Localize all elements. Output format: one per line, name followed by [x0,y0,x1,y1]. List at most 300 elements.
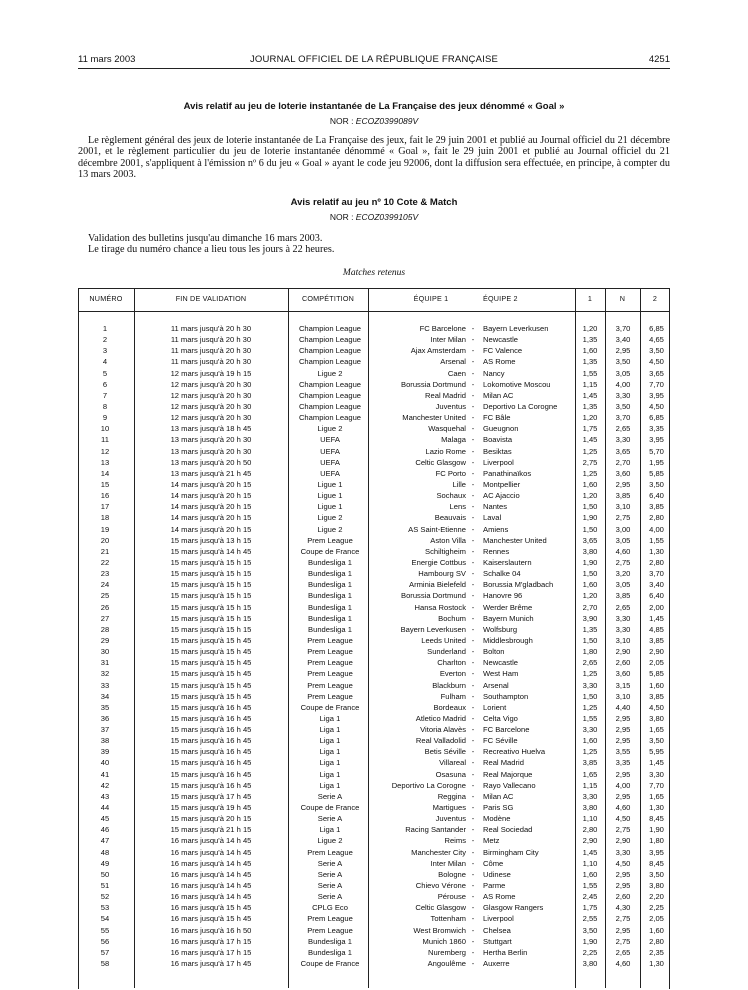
odd-1: 2,25 [582,947,598,957]
table-row [78,813,670,824]
odd-1: 1,55 [582,368,598,378]
match-separator: - [471,903,475,913]
validation-end: 12 mars jusqu'à 20 h 30 [170,379,252,389]
table-row [78,613,670,624]
validation-end: 16 mars jusqu'à 14 h 45 [170,881,252,891]
validation-end: 15 mars jusqu'à 15 h 15 [170,557,252,567]
table-row [78,835,670,846]
odd-n: 3,05 [615,580,631,590]
competition: Serie A [317,892,343,902]
team-1: Arsenal [440,357,466,367]
match-number: 50 [100,869,110,879]
team-1: Nuremberg [428,947,466,957]
odd-n: 3,05 [615,368,631,378]
validation-end: 15 mars jusqu'à 15 h 15 [170,613,252,623]
team-2: Modène [483,814,511,824]
odd-1: 2,45 [582,892,598,902]
validation-end: 15 mars jusqu'à 16 h 45 [170,780,252,790]
match-number: 2 [102,335,108,345]
odd-n: 4,60 [615,803,631,813]
team-2: Bolton [483,647,505,657]
odd-2: 4,50 [649,357,664,367]
notice2-nor-label: NOR : [329,212,356,222]
odd-2: 3,40 [649,580,664,590]
competition: Prem League [307,925,353,935]
team-1: Celtic Glasgow [415,903,466,913]
match-number: 10 [100,424,110,434]
team-1: Bochum [438,613,466,623]
team-1: Lazio Rome [425,446,466,456]
team-1: Celtic Glasgow [415,457,466,467]
odd-1: 3,50 [582,925,598,935]
table-row [78,902,670,913]
team-1: Everton [439,669,466,679]
table-row [78,323,670,334]
team-2: Real Madrid [483,758,524,768]
match-separator: - [471,780,475,790]
odd-n: 4,60 [615,959,631,969]
competition: Liga 1 [319,780,341,790]
odd-2: 6,40 [649,491,664,501]
table-row [78,958,670,969]
table-row [78,546,670,557]
match-number: 39 [100,747,110,757]
team-1: Energie Cottbus [411,557,466,567]
validation-end: 12 mars jusqu'à 20 h 30 [170,390,252,400]
match-separator: - [471,647,475,657]
team-2: Amiens [483,524,509,534]
odd-2: 5,85 [649,468,664,478]
team-1: Reims [444,836,466,846]
team-2: Deportivo La Corogne [483,401,558,411]
odd-1: 1,65 [582,769,598,779]
validation-end: 15 mars jusqu'à 16 h 45 [170,747,252,757]
team-2: Stuttgart [483,936,512,946]
match-number: 8 [102,401,108,411]
table-row [78,858,670,869]
competition: Champion League [298,324,362,333]
odd-n: 2,60 [615,892,631,902]
team-1: Juventus [435,814,466,824]
table-row [78,936,670,947]
journal-title: JOURNAL OFFICIEL DE LA RÉPUBLIQUE FRANÇAISE [249,54,499,65]
validation-end: 15 mars jusqu'à 16 h 45 [170,736,252,746]
odd-n: 3,05 [615,535,631,545]
competition: Champion League [298,390,362,400]
match-number: 52 [100,892,110,902]
validation-end: 16 mars jusqu'à 14 h 45 [170,836,252,846]
team-2: Hertha Berlin [483,947,528,957]
odd-n: 3,70 [615,413,631,423]
odd-2: 2,00 [649,602,664,612]
validation-end: 15 mars jusqu'à 16 h 45 [170,713,252,723]
match-separator: - [471,825,475,835]
match-number: 25 [100,591,110,601]
competition: Champion League [298,346,362,356]
team-1: Munich 1860 [422,936,466,946]
team-1: Hambourg SV [418,569,466,579]
team-1: Bayern Leverkusen [400,624,466,634]
team-1: Juventus [435,401,466,411]
competition: Champion League [298,379,362,389]
match-number: 14 [100,468,110,478]
competition: UEFA [320,468,340,478]
match-separator: - [471,747,475,757]
header-oddN: N [619,294,626,303]
team-2: Liverpool [483,457,514,467]
validation-end: 15 mars jusqu'à 16 h 45 [170,758,252,768]
odd-n: 3,35 [615,758,631,768]
odd-1: 1,20 [582,324,598,333]
team-1: Inter Milan [430,858,466,868]
odd-n: 2,95 [615,925,631,935]
match-number: 17 [100,502,110,512]
match-separator: - [471,457,475,467]
match-separator: - [471,869,475,879]
table-row [78,891,670,902]
match-separator: - [471,468,475,478]
table-row [78,880,670,891]
match-separator: - [471,814,475,824]
table-row [78,746,670,757]
validation-end: 13 mars jusqu'à 20 h 50 [170,457,252,467]
competition: Champion League [298,401,362,411]
odd-1: 1,75 [582,424,598,434]
odd-n: 2,75 [615,513,631,523]
match-separator: - [471,914,475,924]
team-1: Charlton [437,658,466,668]
validation-end: 15 mars jusqu'à 15 h 45 [170,635,252,645]
odd-1: 1,45 [582,390,598,400]
table-row [78,579,670,590]
validation-end: 13 mars jusqu'à 20 h 30 [170,446,252,456]
table-row [78,780,670,791]
odd-2: 1,65 [649,791,664,801]
match-number: 48 [100,847,110,857]
odd-1: 1,90 [582,513,598,523]
header-date: 11 mars 2003 [78,54,136,65]
notice1-body: Le règlement général des jeux de loterie instantanée de La Française des jeux, fait le 29 juin 2001 et publié au Journal officiel du 21 décembre 2001, et le règlement particulier du jeu de loterie instantanée dénommé « Goal », fait le 29 juin 2001 et publié au Journal officiel du 21 décembre 2001, s'appliquent à l'émission nº 6 du jeu « Goal » ayant le code jeu 92006, dont la diffusion sera effectuée, en principe, à compter du 13 mars 2003. [78,135,670,181]
competition: Champion League [298,413,362,423]
competition: Serie A [317,869,343,879]
odd-1: 3,30 [582,791,598,801]
match-number: 27 [100,613,110,623]
odd-1: 1,50 [582,635,598,645]
match-separator: - [471,791,475,801]
match-separator: - [471,803,475,813]
odd-1: 1,75 [582,903,598,913]
team-2: Schalke 04 [483,569,521,579]
team-1: Osasuna [435,769,466,779]
team-2: Bayern Munich [483,613,534,623]
match-separator: - [471,702,475,712]
odd-2: 2,05 [649,914,664,924]
validation-end: 15 mars jusqu'à 19 h 45 [170,803,252,813]
competition: Ligue 2 [317,368,343,378]
match-number: 41 [100,769,110,779]
match-separator: - [471,379,475,389]
table-row [78,524,670,535]
match-separator: - [471,569,475,579]
odd-1: 1,35 [582,357,598,367]
odd-n: 2,75 [615,914,631,924]
team-1: Deportivo La Corogne [391,780,466,790]
header-competition: COMPÉTITION [301,294,355,303]
odd-n: 3,00 [615,524,631,534]
validation-end: 14 mars jusqu'à 20 h 15 [170,491,252,501]
odd-n: 3,40 [615,335,631,345]
match-number: 13 [100,457,110,467]
odd-n: 4,50 [615,858,631,868]
validation-end: 12 mars jusqu'à 19 h 15 [170,368,252,378]
team-1: Inter Milan [430,335,466,345]
competition: Bundesliga 1 [308,591,352,601]
match-separator: - [471,624,475,634]
odd-n: 4,60 [615,546,631,556]
validation-end: 16 mars jusqu'à 14 h 45 [170,869,252,879]
table-body [78,323,670,969]
odd-1: 1,35 [582,624,598,634]
odd-n: 2,95 [615,725,631,735]
odd-1: 3,30 [582,725,598,735]
odd-n: 2,95 [615,346,631,356]
competition: Bundesliga 1 [308,602,352,612]
competition: Bundesliga 1 [308,569,352,579]
competition: Coupe de France [300,702,360,712]
team-1: Bordeaux [433,702,466,712]
odd-1: 1,15 [582,379,598,389]
team-1: Vitoria Alavès [420,725,466,735]
validation-end: 14 mars jusqu'à 20 h 15 [170,513,252,523]
notice1-nor-code: ECOZ0399089V [355,116,419,126]
team-2: Celta Vigo [483,713,518,723]
match-number: 12 [100,446,110,456]
team-2: Werder Brême [483,602,533,612]
odd-1: 1,15 [582,780,598,790]
team-2: FC Valence [483,346,523,356]
odd-1: 1,10 [582,858,598,868]
table-row [78,802,670,813]
team-2: Newcastle [483,335,519,345]
odd-n: 2,60 [615,658,631,668]
match-number: 45 [100,814,110,824]
odd-n: 2,90 [615,836,631,846]
competition: Ligue 1 [317,491,343,501]
validation-end: 14 mars jusqu'à 20 h 15 [170,502,252,512]
competition: Serie A [317,858,343,868]
validation-end: 15 mars jusqu'à 16 h 45 [170,769,252,779]
odd-2: 3,85 [649,502,664,512]
competition: Ligue 1 [317,479,343,489]
validation-end: 11 mars jusqu'à 20 h 30 [170,346,252,356]
match-separator: - [471,524,475,534]
odd-1: 1,60 [582,580,598,590]
table-row [78,568,670,579]
team-1: FC Porto [435,468,466,478]
competition: Bundesliga 1 [308,947,352,957]
match-number: 6 [102,379,108,389]
team-2: Panathinaïkos [483,468,532,478]
competition: Champion League [298,357,362,367]
validation-end: 16 mars jusqu'à 16 h 50 [170,925,252,935]
match-separator: - [471,836,475,846]
odd-1: 1,50 [582,524,598,534]
team-1: West Bromwich [413,925,466,935]
match-number: 5 [102,368,108,378]
odd-2: 2,25 [649,903,664,913]
match-number: 24 [100,580,110,590]
odd-2: 2,80 [649,936,664,946]
team-1: Bologne [438,869,466,879]
team-1: Martigues [432,803,466,813]
team-2: Bayern Leverkusen [483,324,549,333]
table-caption: Matches retenus [342,268,406,278]
competition: Champion League [298,335,362,345]
odd-n: 3,20 [615,569,631,579]
validation-end: 15 mars jusqu'à 15 h 15 [170,580,252,590]
match-number: 22 [100,557,110,567]
odd-2: 1,45 [649,758,664,768]
competition: Ligue 1 [317,502,343,512]
match-separator: - [471,725,475,735]
validation-end: 16 mars jusqu'à 15 h 45 [170,903,252,913]
validation-end: 15 mars jusqu'à 15 h 15 [170,591,252,601]
competition: Ligue 2 [317,424,343,434]
table-row [78,602,670,613]
competition: Bundesliga 1 [308,557,352,567]
match-separator: - [471,346,475,356]
match-number: 18 [100,513,110,523]
odd-n: 2,65 [615,602,631,612]
odd-n: 3,30 [615,435,631,445]
table-row [78,735,670,746]
team-1: Beauvais [434,513,466,523]
odd-n: 3,70 [615,324,631,333]
table-row [78,535,670,546]
odd-1: 1,45 [582,847,598,857]
table-row [78,423,670,434]
table-row [78,434,670,445]
header-odd2: 2 [652,294,658,303]
odd-n: 2,95 [615,769,631,779]
draw-line: Le tirage du numéro chance a lieu tous les jours à 22 heures. [88,244,335,256]
match-separator: - [471,368,475,378]
odd-2: 1,45 [649,613,664,623]
match-number: 3 [102,346,108,356]
match-separator: - [471,959,475,969]
odd-n: 3,50 [615,357,631,367]
match-number: 49 [100,858,110,868]
validation-end: 15 mars jusqu'à 16 h 45 [170,702,252,712]
validation-end: 13 mars jusqu'à 18 h 45 [170,424,252,434]
table-row [78,913,670,924]
match-separator: - [471,424,475,434]
match-separator: - [471,691,475,701]
team-2: Udinese [483,869,511,879]
match-separator: - [471,491,475,501]
table-row [78,356,670,367]
match-separator: - [471,769,475,779]
validation-end: 15 mars jusqu'à 21 h 15 [170,825,252,835]
match-separator: - [471,669,475,679]
match-number: 30 [100,647,110,657]
odd-1: 1,35 [582,335,598,345]
team-2: Nancy [483,368,505,378]
table-row [78,345,670,356]
match-number: 9 [102,413,108,423]
odd-n: 3,50 [615,401,631,411]
odd-2: 1,90 [649,825,664,835]
team-1: Fulham [440,691,466,701]
competition: Ligue 2 [317,524,343,534]
odd-2: 3,80 [649,713,664,723]
competition: Prem League [307,535,353,545]
team-2: Milan AC [483,390,514,400]
odd-2: 3,50 [649,479,664,489]
odd-2: 4,00 [649,524,664,534]
team-1: Borussia Dortmund [401,591,466,601]
table-row [78,479,670,490]
competition: Liga 1 [319,758,341,768]
team-1: Aston Villa [430,535,466,545]
match-number: 53 [100,903,110,913]
odd-1: 1,25 [582,468,598,478]
competition: Prem League [307,635,353,645]
odd-1: 3,65 [582,535,598,545]
team-2: West Ham [483,669,519,679]
odd-2: 3,95 [649,390,664,400]
table-row [78,646,670,657]
competition: Liga 1 [319,747,341,757]
team-1: Wasquehal [428,424,466,434]
team-1: Blackburn [432,680,466,690]
table-row [78,769,670,780]
odd-2: 1,30 [649,803,664,813]
team-2: Nantes [483,502,508,512]
odd-2: 1,60 [649,680,664,690]
team-2: Newcastle [483,658,519,668]
odd-n: 3,30 [615,390,631,400]
team-2: Lorient [483,702,507,712]
odd-1: 1,25 [582,702,598,712]
match-separator: - [471,658,475,668]
odd-n: 3,30 [615,847,631,857]
competition: Prem League [307,647,353,657]
team-1: Pérouse [437,892,466,902]
competition: UEFA [320,457,340,467]
match-separator: - [471,357,475,367]
validation-end: 11 mars jusqu'à 20 h 30 [170,357,252,367]
match-separator: - [471,324,475,333]
odd-n: 3,65 [615,446,631,456]
team-1: Caen [447,368,466,378]
competition: Coupe de France [300,803,360,813]
team-2: Arsenal [483,680,509,690]
odd-2: 6,40 [649,591,664,601]
table-row [78,869,670,880]
odd-n: 2,95 [615,881,631,891]
table-row [78,635,670,646]
table-row [78,390,670,401]
team-1: Sunderland [427,647,466,657]
odd-n: 3,55 [615,747,631,757]
team-2: Recreativo Huelva [483,747,546,757]
competition: Bundesliga 1 [308,580,352,590]
odd-1: 2,80 [582,825,598,835]
validation-end: 15 mars jusqu'à 15 h 45 [170,691,252,701]
odd-1: 1,60 [582,736,598,746]
odd-1: 1,25 [582,747,598,757]
